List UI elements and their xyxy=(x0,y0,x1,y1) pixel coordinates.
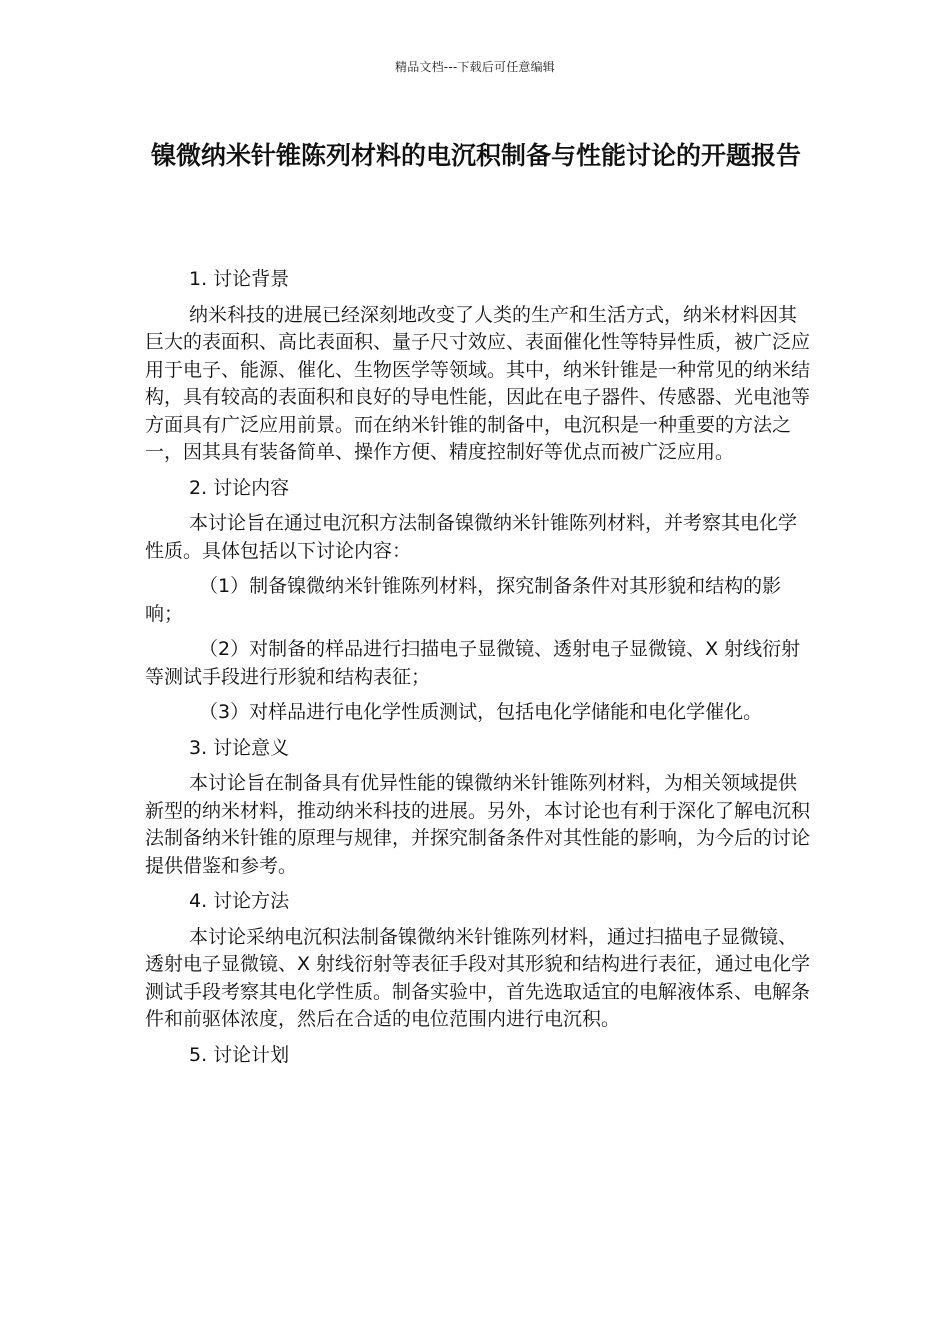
list-item: （3）对样品进行电化学性质测试，包括电化学储能和电化学催化。 xyxy=(199,701,763,723)
paragraph: 本讨论旨在通过电沉积方法制备镍微纳米针锥陈列材料，并考察其电化学性质。具体包括以下讨论内容： xyxy=(145,512,798,562)
section-heading: 2. 讨论内容 xyxy=(189,476,290,499)
paragraph: 本讨论采纳电沉积法制备镍微纳米针锥陈列材料，通过扫描电子显微镜、透射电子显微镜、X 射线衍射等表征手段对其形貌和结构进行表征，通过电化学测试手段考察其电化学性质。制备实验中，首先选取适宜的电解液体系、电解条件和前驱体浓度，然后在合适的电位范围内进行电沉积。 xyxy=(145,925,811,1030)
section-background xyxy=(145,266,813,467)
document-title: 镍微纳米针锥陈列材料的电沉积制备与性能讨论的开题报告 xyxy=(150,141,801,170)
section-heading: 4. 讨论方法 xyxy=(189,890,290,912)
page-header-note: 精品文档---下载后可任意编辑 xyxy=(395,60,555,74)
section-heading: 1. 讨论背景 xyxy=(189,268,290,290)
section-heading: 3. 讨论意义 xyxy=(189,736,290,759)
list-item: （1）制备镍微纳米针锥陈列材料，探究制备条件对其形貌和结构的影响； xyxy=(145,575,782,625)
paragraph: 本讨论旨在制备具有优异性能的镍微纳米针锥陈列材料，为相关领域提供新型的纳米材料，推动纳米科技的进展。另外，本讨论也有利于深化了解电沉积法制备纳米针锥的原理与规律，并探究制备条件对其性能的影响，为今后的讨论提供借鉴和参考。 xyxy=(145,772,811,877)
section-content xyxy=(145,475,813,727)
section-method xyxy=(145,888,813,1034)
section-significance xyxy=(145,735,813,881)
document-body xyxy=(145,266,813,1077)
list-item: （2）对制备的样品进行扫描电子显微镜、透射电子显微镜、X 射线衍射等测试手段进行形貌和结构表征； xyxy=(145,638,801,688)
paragraph: 纳米科技的进展已经深刻地改变了人类的生产和生活方式，纳米材料因其巨大的表面积、高比表面积、量子尺寸效应、表面催化性等特异性质，被广泛应用于电子、能源、催化、生物医学等领域。其中，纳米针锥是一种常见的纳米结构，具有较高的表面积和良好的导电性能，因此在电子器件、传感器、光电池等方面具有广泛应用前景。而在纳米针锥的制备中，电沉积是一种重要的方法之一，因其具有装备简单、操作方便、精度控制好等优点而被广泛应用。 xyxy=(145,303,811,463)
section-heading: 5. 讨论计划 xyxy=(189,1043,290,1066)
section-plan xyxy=(145,1042,813,1070)
